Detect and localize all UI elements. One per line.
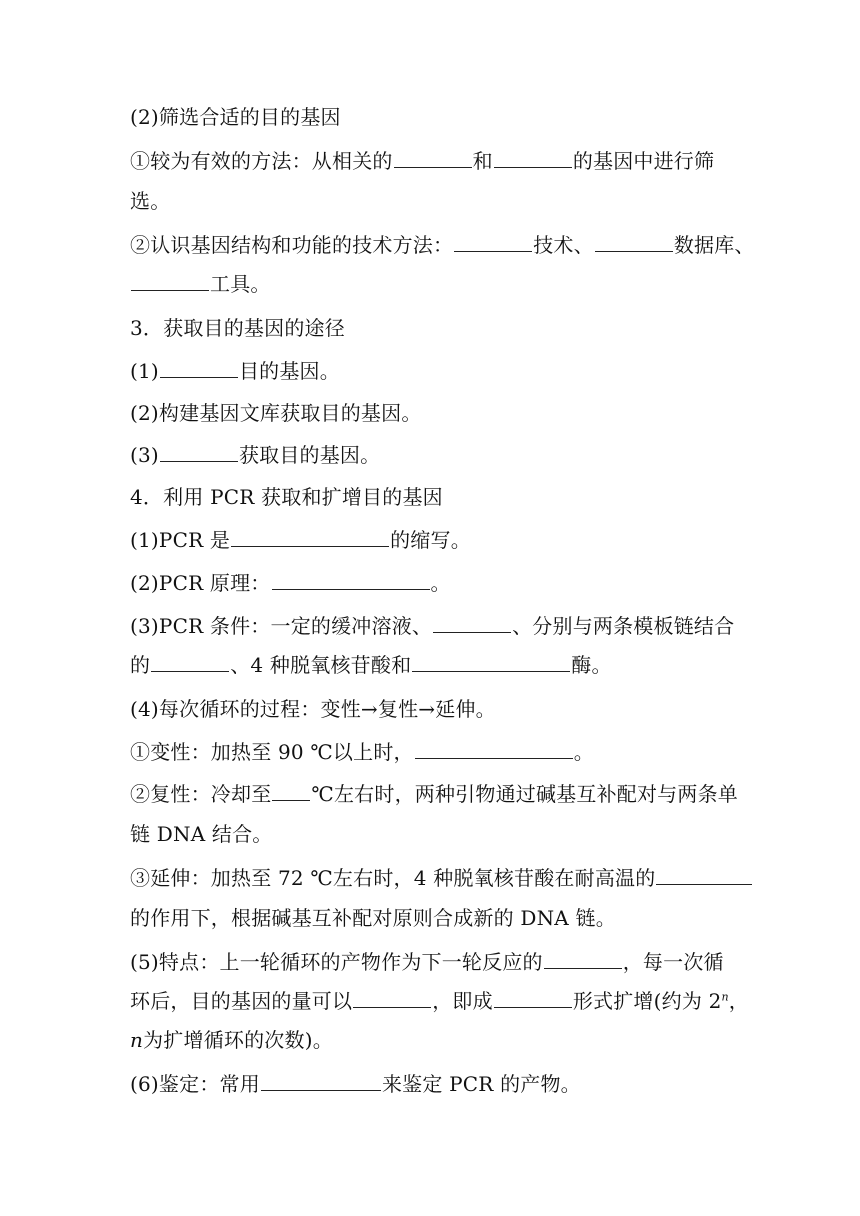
- text-line: (1)PCR 是 的缩写。: [130, 528, 471, 552]
- text-line: (6)鉴定：常用 来鉴定 PCR 的产物。: [130, 1072, 581, 1096]
- text-line: (3) 获取目的基因。: [130, 443, 381, 467]
- fill-blank: [231, 528, 389, 547]
- text-line: 的作用下，根据碱基互补配对原则合成新的 DNA 链。: [130, 906, 616, 930]
- text-line: ①较为有效的方法：从相关的 和 的基因中进行筛: [130, 149, 715, 173]
- text-line: 环后，目的基因的量可以 ，即成 形式扩增(约为 2$^n$，: [130, 989, 749, 1013]
- text-line: (2)PCR 原理： 。: [130, 571, 451, 595]
- fill-blank: [131, 272, 209, 291]
- text-line: n为扩增循环的次数)。: [130, 1028, 333, 1052]
- fill-blank: [433, 614, 511, 633]
- text-line: (5)特点：上一轮循环的产物作为下一轮反应的 ，每一次循: [130, 950, 724, 974]
- fill-blank: [160, 359, 238, 378]
- text-line: (3)PCR 条件：一定的缓冲溶液、 、分别与两条模板链结合: [130, 614, 735, 638]
- text-line: (2)构建基因文库获取目的基因。: [130, 401, 422, 425]
- fill-blank: [160, 443, 238, 462]
- section-heading-4: 4．利用 PCR 获取和扩增目的基因: [130, 485, 443, 509]
- text-line: ②复性：冷却至 ℃左右时，两种引物通过碱基互补配对与两条单: [130, 782, 738, 806]
- fill-blank: [454, 233, 532, 252]
- text-line: (4)每次循环的过程：变性→复性→延伸。: [130, 697, 496, 721]
- fill-blank: [151, 653, 229, 672]
- text-line: 链 DNA 结合。: [130, 822, 273, 846]
- fill-blank: [544, 950, 622, 969]
- subheading-screen-gene: (2)筛选合适的目的基因: [130, 105, 341, 129]
- text-line: 选。: [130, 189, 171, 213]
- text-line: ③延伸：加热至 72 ℃左右时，4 种脱氧核苷酸在耐高温的: [130, 866, 750, 890]
- fill-blank: [412, 653, 570, 672]
- fill-blank: [494, 149, 572, 168]
- section-heading-3: 3．获取目的基因的途径: [130, 316, 345, 340]
- fill-blank: [494, 989, 572, 1008]
- fill-blank: [394, 149, 472, 168]
- text-line: 的 、4 种脱氧核苷酸和 酶。: [130, 653, 612, 677]
- fill-blank: [595, 233, 673, 252]
- fill-blank: [272, 782, 310, 801]
- fill-blank: [272, 571, 430, 590]
- fill-blank: [656, 866, 752, 885]
- fill-blank: [353, 989, 431, 1008]
- text-line: (1) 目的基因。: [130, 359, 340, 383]
- text-line: ①变性：加热至 90 ℃以上时， 。: [130, 740, 594, 764]
- text-line: 工具。: [130, 272, 750, 296]
- fill-blank: [415, 740, 573, 759]
- fill-blank: [261, 1072, 381, 1091]
- text-line: ②认识基因结构和功能的技术方法： 技术、 数据库、: [130, 233, 755, 257]
